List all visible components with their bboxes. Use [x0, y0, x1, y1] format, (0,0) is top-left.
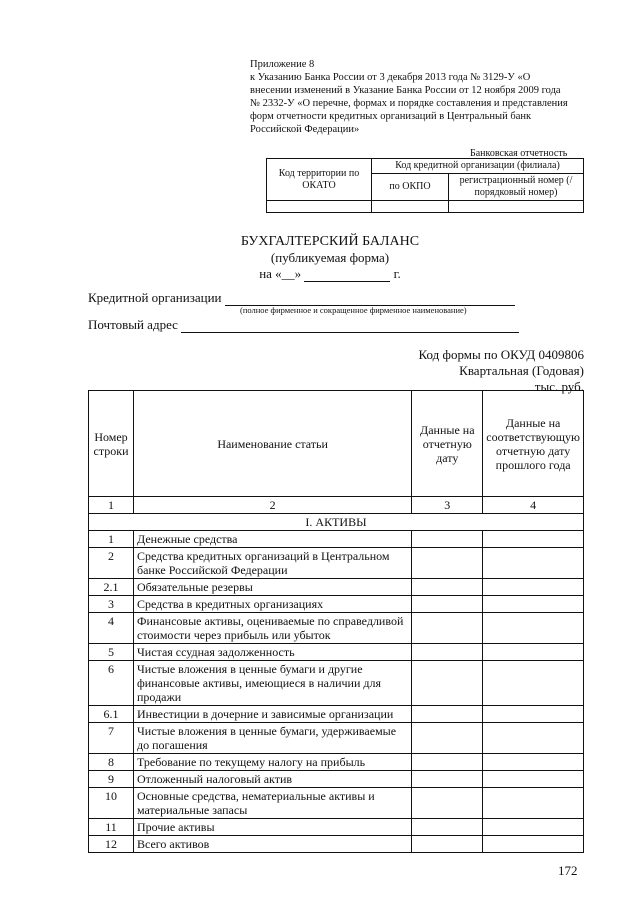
row-name: Требование по текущему налогу на прибыль [134, 754, 412, 771]
page-number: 172 [558, 863, 578, 878]
section-title: I. АКТИВЫ [89, 514, 584, 531]
title-date [200, 266, 460, 282]
row-name: Средства в кредитных организациях [134, 596, 412, 613]
current-value-cell[interactable] [412, 596, 483, 613]
org-label: Кредитной организации [88, 290, 222, 305]
current-value-cell[interactable] [412, 548, 483, 579]
current-value-cell[interactable] [412, 613, 483, 644]
header-num: 4 [483, 497, 584, 514]
row-number: 3 [89, 596, 134, 613]
current-value-cell[interactable] [412, 836, 483, 853]
org-line [88, 290, 515, 306]
header-num: 1 [89, 497, 134, 514]
address-field[interactable] [181, 320, 519, 333]
row-number: 5 [89, 644, 134, 661]
header-current: Данные на отчетную дату [412, 391, 483, 497]
units-label: тыс. руб. [534, 379, 584, 394]
date-blank[interactable] [304, 269, 390, 282]
current-value-cell[interactable] [412, 723, 483, 754]
date-prefix: на «__» [259, 266, 302, 281]
row-name: Чистые вложения в ценные бумаги, удерживаемые до погашения [134, 723, 412, 754]
okud-code: Код формы по ОКУД 0409806 [418, 347, 584, 362]
previous-value-cell[interactable] [483, 819, 584, 836]
table-row [89, 613, 584, 644]
territory-code-header: Код территории по ОКАТО [267, 159, 372, 201]
okpo-cell[interactable] [372, 201, 449, 213]
table-row [89, 788, 584, 819]
header-row-no: Номер строки [89, 391, 134, 497]
row-number: 2 [89, 548, 134, 579]
row-name: Инвестиции в дочерние и зависимые организации [134, 706, 412, 723]
current-value-cell[interactable] [412, 819, 483, 836]
current-value-cell[interactable] [412, 661, 483, 706]
previous-value-cell[interactable] [483, 661, 584, 706]
previous-value-cell[interactable] [483, 644, 584, 661]
report-period: Квартальная (Годовая) [459, 363, 584, 378]
row-name: Обязательные резервы [134, 579, 412, 596]
row-name: Чистая ссудная задолженность [134, 644, 412, 661]
row-name: Денежные средства [134, 531, 412, 548]
row-number: 11 [89, 819, 134, 836]
credit-org-code-header: Код кредитной организации (филиала) [372, 159, 584, 174]
org-note: (полное фирменное и сокращенное фирменное наименование) [240, 305, 467, 315]
row-name: Всего активов [134, 836, 412, 853]
table-row [89, 706, 584, 723]
reg-number-cell[interactable] [449, 201, 584, 213]
address-line [88, 317, 519, 333]
table-row [89, 723, 584, 754]
header-previous: Данные на соответствующую отчетную дату прошлого года [483, 391, 584, 497]
address-label: Почтовый адрес [88, 317, 178, 332]
previous-value-cell[interactable] [483, 596, 584, 613]
row-number: 9 [89, 771, 134, 788]
appendix-line: № 2332-У «О перечне, формах и порядке составления и представления [250, 98, 568, 109]
table-row [89, 531, 584, 548]
form-info [419, 347, 584, 395]
previous-value-cell[interactable] [483, 771, 584, 788]
date-suffix: г. [393, 266, 401, 281]
current-value-cell[interactable] [412, 531, 483, 548]
row-number: 2.1 [89, 579, 134, 596]
title-subtitle: (публикуемая форма) [270, 250, 390, 265]
previous-value-cell[interactable] [483, 613, 584, 644]
row-name: Финансовые активы, оцениваемые по справедливой стоимости через прибыль или убыток [134, 613, 412, 644]
table-row [89, 548, 584, 579]
reg-number-header: регистрационный номер (/порядковый номер) [449, 174, 584, 201]
row-name: Чистые вложения в ценные бумаги и другие финансовые активы, имеющиеся в наличии для продажи [134, 661, 412, 706]
bank-reporting-label: Банковская отчетность [470, 148, 568, 159]
row-number: 4 [89, 613, 134, 644]
codes-table [266, 158, 584, 213]
row-number: 8 [89, 754, 134, 771]
previous-value-cell[interactable] [483, 531, 584, 548]
table-row [89, 644, 584, 661]
table-row [89, 579, 584, 596]
row-number: 1 [89, 531, 134, 548]
table-row [89, 754, 584, 771]
appendix-header [250, 58, 590, 136]
header-item: Наименование статьи [134, 391, 412, 497]
document-title [200, 234, 460, 282]
appendix-line: внесении изменений в Указание Банка России от 12 ноября 2009 года [250, 85, 561, 96]
header-num: 2 [134, 497, 412, 514]
current-value-cell[interactable] [412, 754, 483, 771]
row-number: 12 [89, 836, 134, 853]
row-name: Отложенный налоговый актив [134, 771, 412, 788]
table-row [89, 836, 584, 853]
previous-value-cell[interactable] [483, 706, 584, 723]
row-number: 10 [89, 788, 134, 819]
table-row [89, 771, 584, 788]
table-row [89, 596, 584, 613]
previous-value-cell[interactable] [483, 754, 584, 771]
previous-value-cell[interactable] [483, 788, 584, 819]
row-name: Средства кредитных организаций в Центральном банке Российской Федерации [134, 548, 412, 579]
row-name: Прочие активы [134, 819, 412, 836]
row-number: 6.1 [89, 706, 134, 723]
previous-value-cell[interactable] [483, 579, 584, 596]
appendix-line: Российской Федерации» [250, 124, 360, 135]
okpo-header: по ОКПО [372, 174, 449, 201]
current-value-cell[interactable] [412, 788, 483, 819]
row-number: 7 [89, 723, 134, 754]
previous-value-cell[interactable] [483, 723, 584, 754]
table-row [89, 661, 584, 706]
title-main: БУХГАЛТЕРСКИЙ БАЛАНС [240, 234, 420, 249]
appendix-line: Приложение 8 [250, 59, 315, 70]
current-value-cell[interactable] [412, 579, 483, 596]
current-value-cell[interactable] [412, 771, 483, 788]
header-num: 3 [412, 497, 483, 514]
previous-value-cell[interactable] [483, 548, 584, 579]
row-number: 6 [89, 661, 134, 706]
current-value-cell[interactable] [412, 644, 483, 661]
territory-code-cell[interactable] [267, 201, 372, 213]
row-name: Основные средства, нематериальные активы и материальные запасы [134, 788, 412, 819]
table-row [89, 819, 584, 836]
appendix-line: форм отчетности кредитных организаций в Центральный банк [250, 111, 532, 122]
previous-value-cell[interactable] [483, 836, 584, 853]
current-value-cell[interactable] [412, 706, 483, 723]
balance-table [88, 390, 584, 853]
appendix-line: к Указанию Банка России от 3 декабря 2013 года № 3129-У «О [250, 72, 531, 83]
